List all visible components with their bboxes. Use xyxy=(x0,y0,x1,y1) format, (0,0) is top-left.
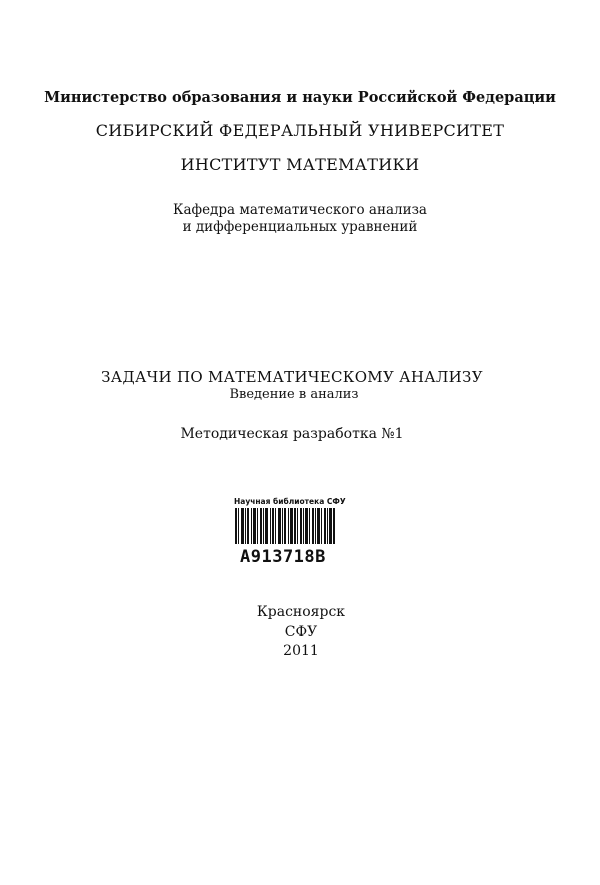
publication-city: Красноярск xyxy=(256,604,346,620)
ministry-heading: Министерство образования и науки Российской Федерации xyxy=(44,89,556,106)
methodical-label: Методическая разработка №1 xyxy=(180,426,404,442)
library-barcode-sticker xyxy=(226,497,344,567)
document-subtitle: Введение в анализ xyxy=(229,387,359,402)
barcode-library-label: Научная библиотека СФУ xyxy=(234,497,346,506)
department-line-2: и дифференциальных уравнений xyxy=(182,219,418,235)
document-title: ЗАДАЧИ ПО МАТЕМАТИЧЕСКОМУ АНАЛИЗУ xyxy=(101,368,483,386)
barcode-icon xyxy=(235,508,335,544)
department-line-1: Кафедра математического анализа xyxy=(173,202,427,218)
university-name: СИБИРСКИЙ ФЕДЕРАЛЬНЫЙ УНИВЕРСИТЕТ xyxy=(95,121,505,140)
institute-name: ИНСТИТУТ МАТЕМАТИКИ xyxy=(180,155,420,174)
publisher-name: СФУ xyxy=(284,624,318,640)
publication-year: 2011 xyxy=(283,643,319,659)
barcode-number: A913718B xyxy=(240,547,326,567)
